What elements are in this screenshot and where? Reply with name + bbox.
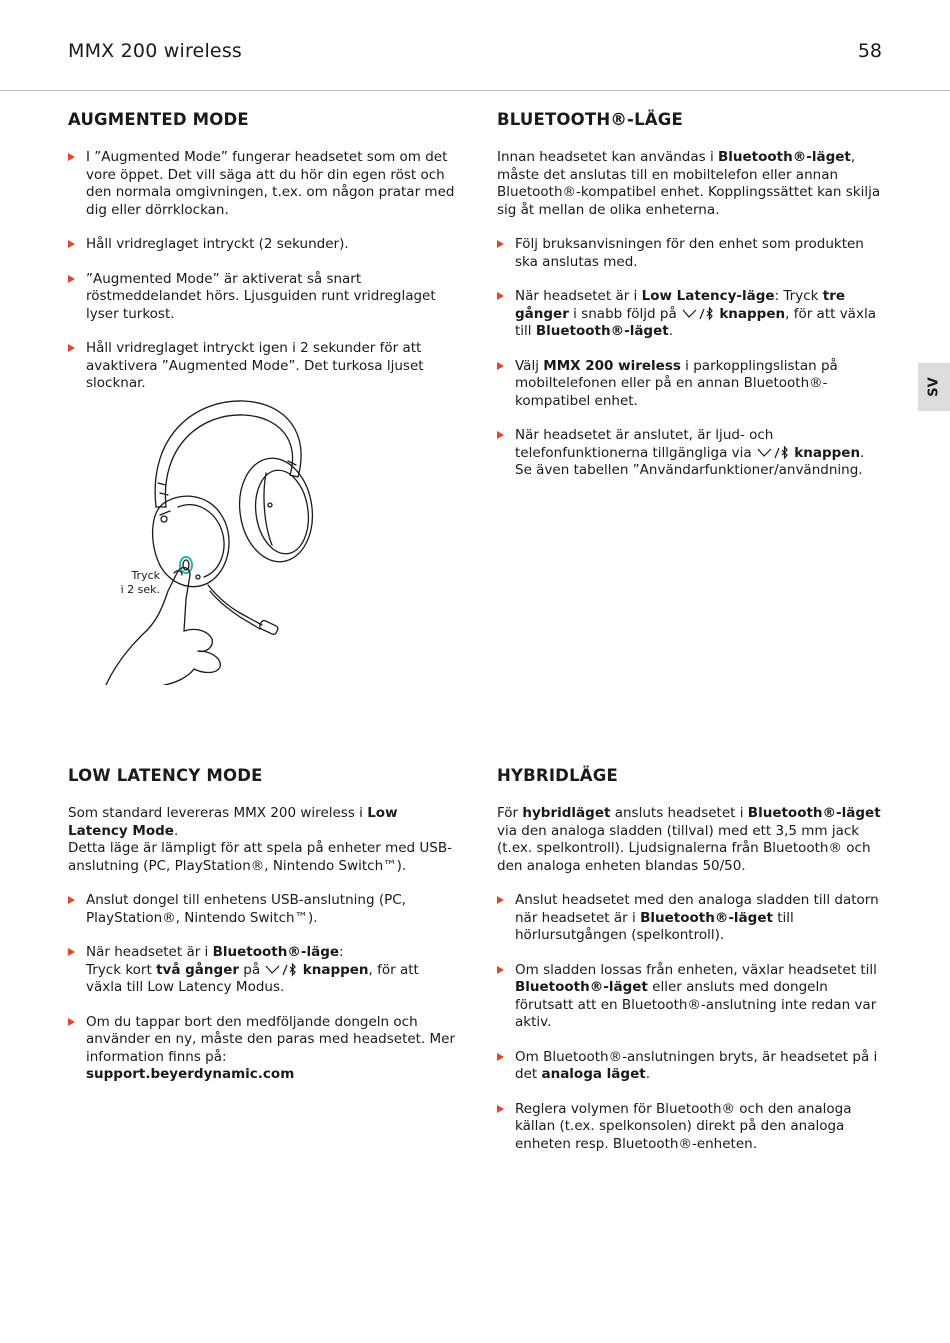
triangle-bullet-icon [497,431,504,439]
triangle-bullet-icon [68,1018,75,1026]
mic-bluetooth-button-icon [756,446,790,460]
section-intro: Som standard levereras MMX 200 wireless i Low Latency Mode. Detta läge är lämpligt för att spela på enheter med USB-anslutning (PC, PlayStation®, Nintendo Switch™). [68,805,452,874]
mic-bluetooth-button-icon [681,307,715,321]
list-item: När headsetet är i Bluetooth®-läge: Tryck kort två gånger på knappen, för att växla till Low Latency Modus. [68,944,456,997]
mic-bluetooth-button-icon [264,963,298,977]
triangle-bullet-icon [68,240,75,248]
triangle-bullet-icon [497,292,504,300]
section-intro: För hybridläget ansluts headsetet i Bluetooth®-läget via den analoga sladden (tillval) med ett 3,5 mm jack (t.ex. spelkontroll). Ljudsignalerna från Bluetooth® och den analoga enheten blandas 50/50. [497,805,881,874]
instruction-list [497,892,885,1153]
language-tab [918,363,950,411]
triangle-bullet-icon [68,948,75,956]
section-heading: AUGMENTED MODE [68,110,249,129]
list-item: Följ bruksanvisningen för den enhet som produkten ska anslutas med. [497,236,885,271]
section-low-latency-mode [68,766,456,1101]
headset-illustration [104,395,336,685]
support-link[interactable]: support.beyerdynamic.com [86,1066,295,1082]
list-item-text: Håll vridreglaget intryckt (2 sekunder). [86,236,349,252]
triangle-bullet-icon [497,1053,504,1061]
list-item-text: I ”Augmented Mode” fungerar headsetet som om det vore öppet. Det vill säga att du hör din egen röst och den normala omgivningen, t.ex. om någon pratar med dig eller dörrklockan. [86,149,455,218]
instruction-list [68,892,456,1084]
language-tab-label: SV [926,377,942,397]
section-hybrid-mode [497,766,885,1170]
triangle-bullet-icon [68,896,75,904]
list-item: Anslut headsetet med den analoga sladden till datorn när headsetet är i Bluetooth®-läget till hörlursutgången (spelkontroll). [497,892,885,945]
figure-press-label [108,569,160,597]
list-item: Välj MMX 200 wireless i parkopplingslistan på mobiltelefonen eller på en annan Bluetooth®-kompatibel enhet. [497,358,885,411]
list-item [68,236,456,254]
list-item: Reglera volymen för Bluetooth® och den analoga källan (t.ex. spelkonsolen) direkt på den analoga enheten resp. Bluetooth®-enheten. [497,1101,885,1154]
list-item: Om du tappar bort den medföljande dongeln och använder en ny, måste den paras med headsetet. Mer information finns på: support.beyerdynamic.com [68,1014,456,1084]
instruction-list [68,149,456,393]
list-item: När headsetet är anslutet, är ljud- och telefonfunktionerna tillgängliga via knappen. Se även tabellen ”Användarfunktioner/användning. [497,427,885,480]
triangle-bullet-icon [497,240,504,248]
list-item-text: Håll vridreglaget intryckt igen i 2 sekunder för att avaktivera ”Augmented Mode”. Det turkosa ljuset slocknar. [86,340,424,391]
triangle-bullet-icon [497,362,504,370]
list-item: Anslut dongel till enhetens USB-anslutning (PC, PlayStation®, Nintendo Switch™). [68,892,456,927]
triangle-bullet-icon [497,896,504,904]
list-item [68,340,456,393]
triangle-bullet-icon [497,966,504,974]
figure-press-label-line: Tryck [131,569,160,582]
triangle-bullet-icon [497,1105,504,1113]
list-item-text: ”Augmented Mode” är aktiverat så snart röstmeddelandet hörs. Ljusguiden runt vridreglaget lyser turkost. [86,270,436,322]
section-bluetooth-mode [497,110,885,497]
triangle-bullet-icon [68,344,75,352]
page-header-title: MMX 200 wireless [68,40,243,62]
list-item [68,271,456,324]
section-heading: HYBRIDLÄGE [497,766,618,785]
list-item: När headsetet är i Low Latency-läge: Tryck tre gånger i snabb följd på knappen, för att växla till Bluetooth®-läget. [497,288,885,341]
list-item [68,149,456,219]
section-heading: BLUETOOTH®-LÄGE [497,110,683,129]
section-intro: Innan headsetet kan användas i Bluetooth®-läget, måste det anslutas till en mobiltelefon eller annan Bluetooth®-kompatibel enhet. Kopplingssättet kan skilja sig åt mellan de olika enheterna. [497,149,881,218]
header-divider [0,90,950,91]
section-heading: LOW LATENCY MODE [68,766,263,785]
triangle-bullet-icon [68,153,75,161]
list-item: Om sladden lossas från enheten, växlar headsetet till Bluetooth®-läget eller ansluts med dongeln förutsatt att en Bluetooth®-anslutning inte redan var aktiv. [497,962,885,1032]
triangle-bullet-icon [68,275,75,283]
instruction-list [497,236,885,480]
section-augmented-mode [68,110,456,410]
page-number: 58 [857,40,882,62]
list-item: Om Bluetooth®-anslutningen bryts, är headsetet på i det analoga läget. [497,1049,885,1084]
figure-press-label-line: i 2 sek. [120,583,160,596]
